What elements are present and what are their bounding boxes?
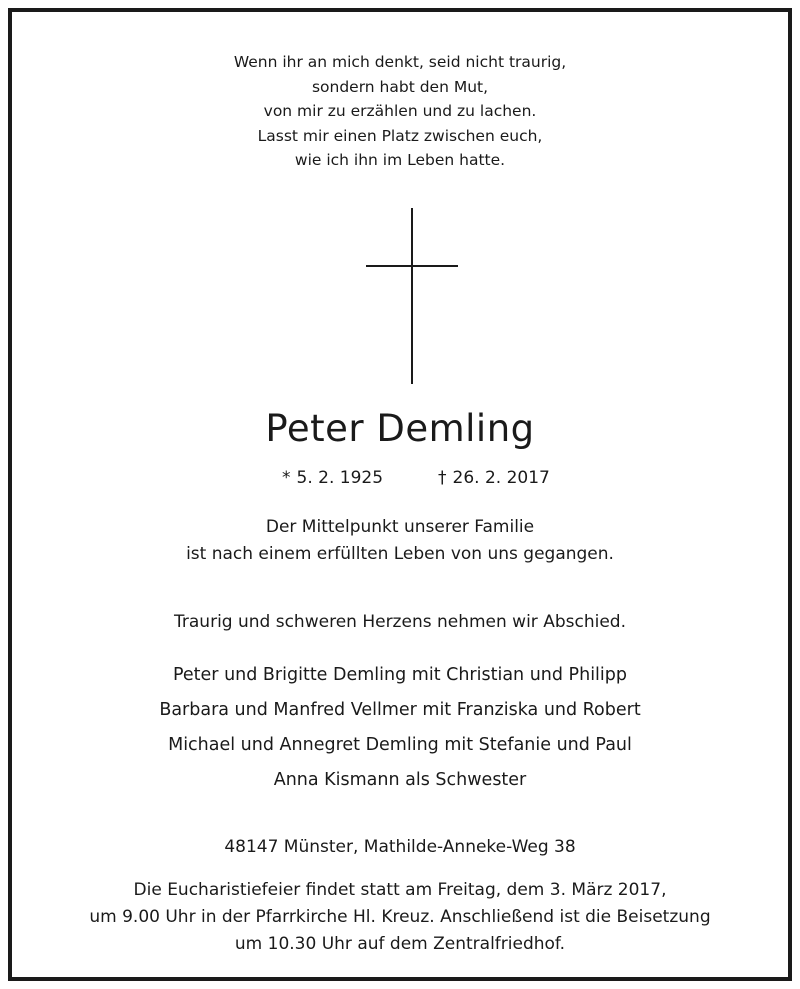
address: 48147 Münster, Mathilde-Anneke-Weg 38 xyxy=(224,837,576,857)
family-line: Michael und Annegret Demling mit Stefanie und Paul xyxy=(168,735,632,755)
poem-line: Lasst mir einen Platz zwischen euch, xyxy=(257,126,543,145)
service-details xyxy=(12,877,788,958)
poem-line: wie ich ihn im Leben hatte. xyxy=(294,151,506,169)
farewell-text: Traurig und schweren Herzens nehmen wir Abschied. xyxy=(174,612,626,632)
service-line: um 10.30 Uhr auf dem Zentralfriedhof. xyxy=(234,934,566,954)
poem-line: Wenn ihr an mich denkt, seid nicht traurig, xyxy=(233,53,567,71)
poem-line: sondern habt den Mut, xyxy=(311,77,489,96)
family-line: Anna Kismann als Schwester xyxy=(273,770,527,790)
death-dagger-symbol: † xyxy=(438,468,447,488)
intro-line: Der Mittelpunkt unserer Familie xyxy=(265,517,535,537)
cross-icon xyxy=(366,208,458,384)
poem-line: von mir zu erzählen und zu lachen. xyxy=(263,102,537,120)
birth-star-symbol: * xyxy=(282,468,291,488)
intro-text xyxy=(12,514,788,568)
service-line: um 9.00 Uhr in der Pfarrkirche Hl. Kreuz. Anschließend ist die Beisetzung xyxy=(89,907,711,927)
family-list xyxy=(12,658,788,798)
memorial-poem xyxy=(12,50,788,173)
birth-date xyxy=(282,466,383,490)
intro-line: ist nach einem erfüllten Leben von uns gegangen. xyxy=(186,544,614,564)
service-line: Die Eucharistiefeier findet statt am Freitag, dem 3. März 2017, xyxy=(133,880,667,900)
birth-date-value: 5. 2. 1925 xyxy=(296,468,384,488)
death-date-value: 26. 2. 2017 xyxy=(452,468,550,488)
deceased-name: Peter Demling xyxy=(265,407,535,450)
family-line: Peter und Brigitte Demling mit Christian und Philipp xyxy=(172,665,628,685)
family-line: Barbara und Manfred Vellmer mit Franziska und Robert xyxy=(159,700,641,720)
obituary-frame xyxy=(8,8,792,981)
death-date xyxy=(438,466,550,490)
